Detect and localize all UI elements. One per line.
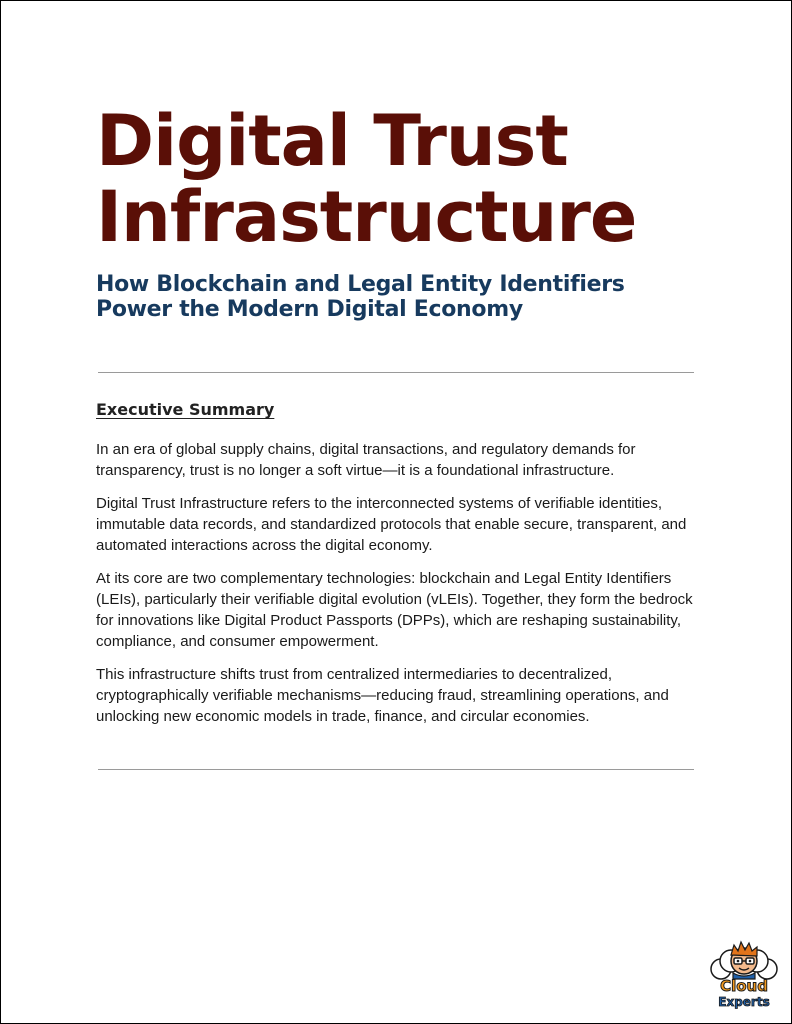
executive-summary-heading: Executive Summary xyxy=(96,400,275,419)
summary-paragraph-3: At its core are two complementary technologies: blockchain and Legal Entity Identifiers (LEIs), particularly their verifiable digital evolution (vLEIs). Together, they form the bedrock for innovations like Digital Product Passports (DPPs), which are reshaping sustainability, compliance, and consumer empowerment. xyxy=(96,570,693,650)
summary-paragraph-4: This infrastructure shifts trust from centralized intermediaries to decentralized, cryptographically verifiable mechanisms—reducing fraud, streamlining operations, and unlocking new economic models in trade, finance, and circular economies. xyxy=(96,666,669,725)
cloud-mascot-icon xyxy=(707,939,781,1011)
summary-paragraph-1: In an era of global supply chains, digital transactions, and regulatory demands for transparency, trust is no longer a soft virtue—it is a foundational infrastructure. xyxy=(96,441,636,479)
subtitle-line-2: Power the Modern Digital Economy xyxy=(96,297,523,322)
cloud-experts-logo xyxy=(707,939,781,1011)
subtitle-line-1: How Blockchain and Legal Entity Identifiers xyxy=(96,272,625,297)
document-title xyxy=(96,100,637,258)
summary-paragraph-2: Digital Trust Infrastructure refers to the interconnected systems of verifiable identities, immutable data records, and standardized protocols that enable secure, transparent, and automated interactions across the digital economy. xyxy=(96,495,687,554)
bottom-divider xyxy=(98,769,694,770)
logo-word-cloud: Cloud xyxy=(720,977,768,995)
top-divider xyxy=(98,372,694,373)
document-subtitle xyxy=(96,272,625,322)
title-line-2: Infrastructure xyxy=(96,176,637,258)
title-line-1: Digital Trust xyxy=(96,100,568,182)
logo-word-experts: Experts xyxy=(718,995,770,1009)
executive-summary-section xyxy=(96,399,706,739)
